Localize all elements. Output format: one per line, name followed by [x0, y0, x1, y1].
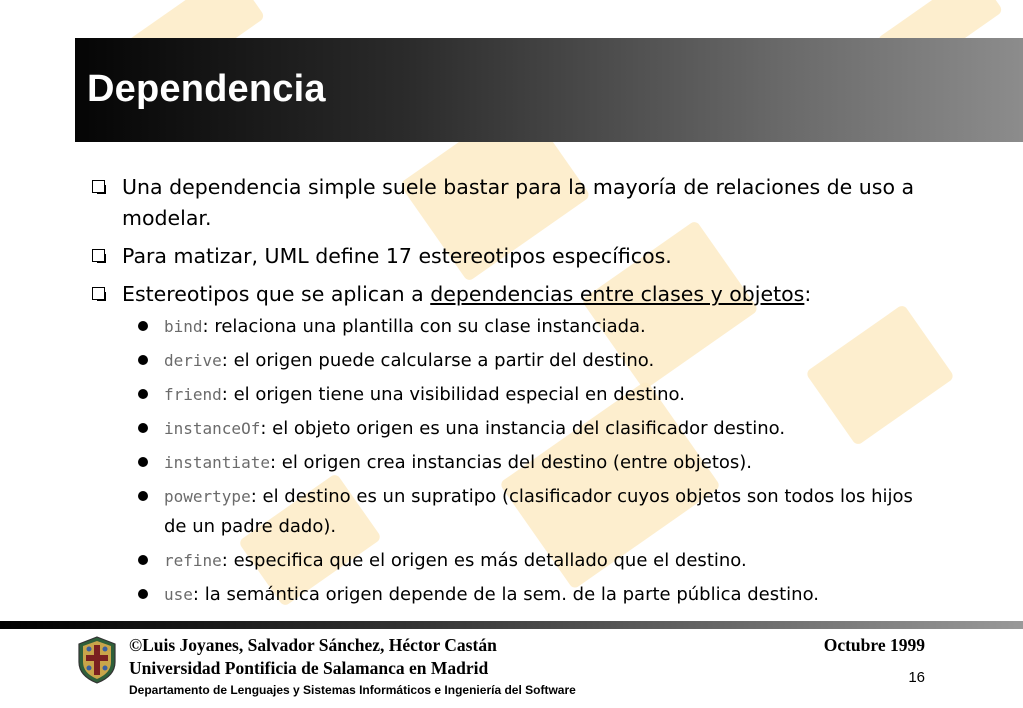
slide-content	[92, 172, 972, 614]
filled-circle-icon	[138, 355, 148, 365]
footer-authors: ©Luis Joyanes, Salvador Sánchez, Héctor Castán	[129, 635, 497, 655]
sub-bullet-item	[164, 580, 972, 610]
sub-bullet-item	[164, 414, 972, 444]
filled-circle-icon	[138, 457, 148, 467]
checkbox-square-icon	[92, 180, 105, 193]
filled-circle-icon	[138, 423, 148, 433]
university-crest-icon	[77, 636, 117, 684]
stereotype-code: derive	[164, 351, 222, 370]
filled-circle-icon	[138, 491, 148, 501]
filled-circle-icon	[138, 389, 148, 399]
filled-circle-icon	[138, 555, 148, 565]
bullet-suffix: :	[804, 282, 812, 306]
sub-bullet-item	[164, 546, 972, 576]
bullet-text: Estereotipos que se aplican a	[122, 282, 431, 306]
slide-title: Dependencia	[87, 68, 326, 110]
stereotype-desc: : el origen tiene una visibilidad especial en destino.	[221, 384, 685, 405]
footer-date: Octubre 1999	[823, 635, 925, 655]
sub-bullet-item	[164, 448, 972, 478]
stereotype-desc: : el origen puede calcularse a partir del destino.	[221, 350, 655, 371]
footer-department: Departamento de Lenguajes y Sistemas Informáticos e Ingeniería del Software	[129, 683, 576, 697]
filled-circle-icon	[138, 321, 148, 331]
bullet-item	[92, 279, 972, 310]
checkbox-square-icon	[92, 249, 105, 262]
footer-divider	[0, 621, 1023, 629]
stereotype-desc: : el objeto origen es una instancia del clasificador destino.	[260, 418, 786, 439]
stereotype-desc: : el origen crea instancias del destino (entre objetos).	[269, 452, 753, 473]
checkbox-square-icon	[92, 287, 105, 300]
footer-university: Universidad Pontificia de Salamanca en Madrid	[129, 658, 489, 678]
stereotype-code: instanceOf	[164, 419, 261, 438]
sub-bullet-item	[164, 312, 972, 342]
sub-bullet-item	[164, 482, 924, 542]
page-number: 16	[908, 669, 925, 686]
stereotype-code: powertype	[164, 487, 251, 506]
stereotype-desc: : el destino es un supratipo (clasificador cuyos objetos son todos los hijos de un padre dado).	[164, 486, 913, 537]
sub-bullet-item	[164, 380, 972, 410]
bullet-text: Para matizar, UML define 17 estereotipos específicos.	[122, 244, 672, 268]
stereotype-desc: : especifica que el origen es más detallado que el destino.	[221, 550, 747, 571]
filled-circle-icon	[138, 589, 148, 599]
stereotype-code: instantiate	[164, 453, 270, 472]
stereotype-desc: : relaciona una plantilla con su clase instanciada.	[202, 316, 646, 337]
bullet-item	[92, 241, 972, 272]
stereotype-code: friend	[164, 385, 222, 404]
stereotype-code: bind	[164, 317, 203, 336]
stereotype-code: refine	[164, 551, 222, 570]
stereotype-desc: : la semántica origen depende de la sem. de la parte pública destino.	[192, 584, 820, 605]
stereotype-code: use	[164, 585, 193, 604]
sub-bullet-item	[164, 346, 972, 376]
bullet-text: Una dependencia simple suele bastar para la mayoría de relaciones de uso a modelar.	[122, 175, 915, 230]
bullet-link[interactable]: dependencias entre clases y objetos	[430, 282, 805, 306]
bullet-item	[92, 172, 972, 234]
